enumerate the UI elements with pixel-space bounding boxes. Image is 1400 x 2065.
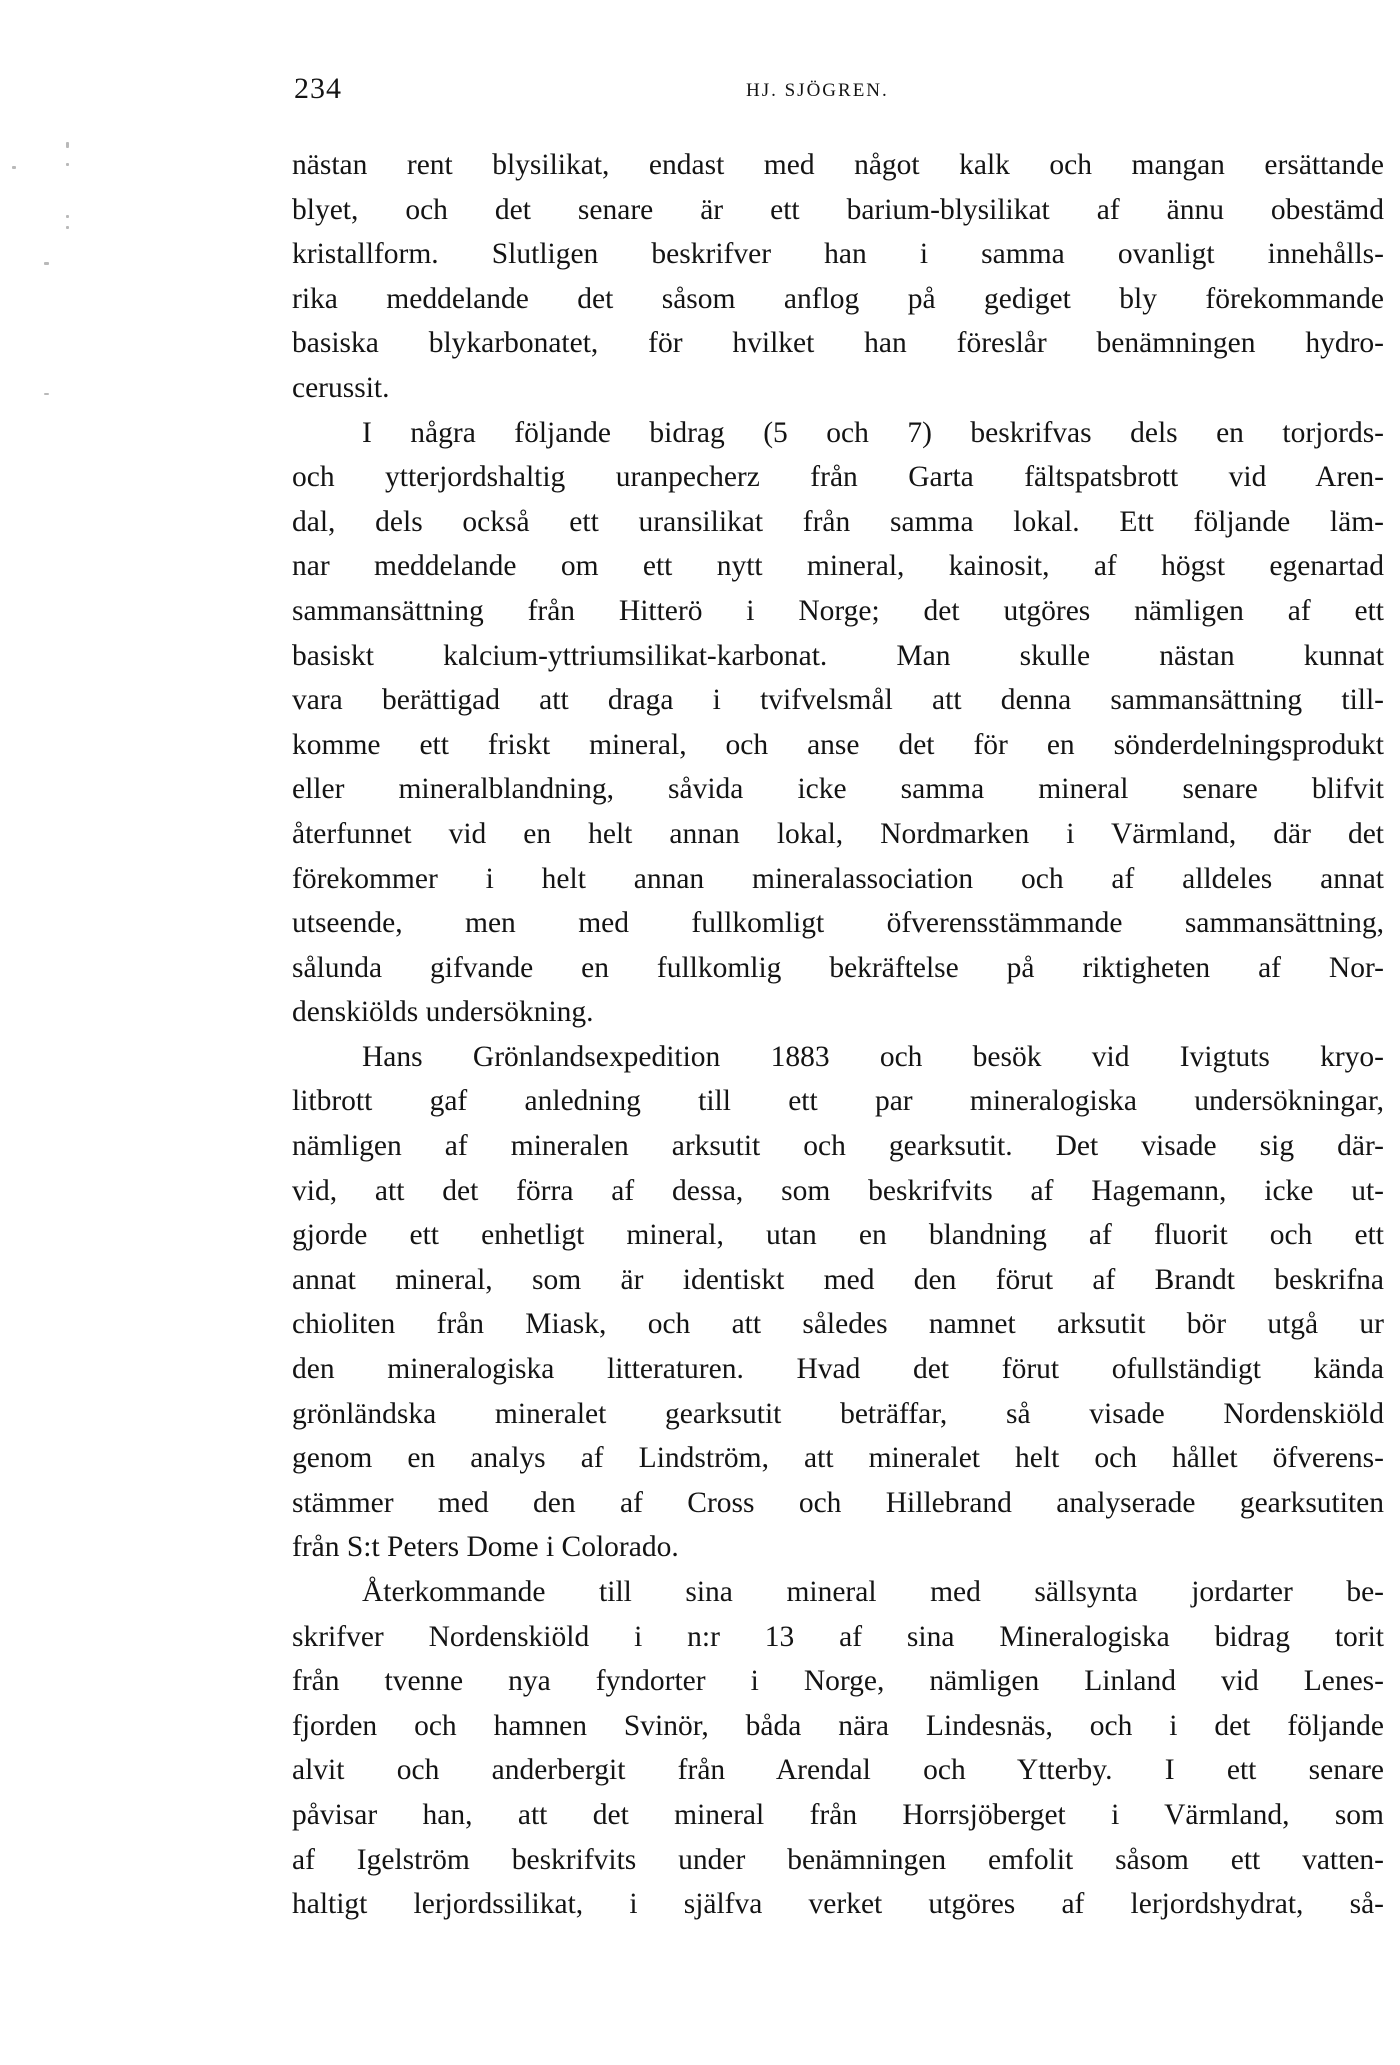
text-line: haltigt lerjordssilikat, i själfva verket utgöres af lerjordshydrat, så- bbox=[292, 1888, 1384, 1921]
text-line: gjorde ett enhetligt mineral, utan en blandning af fluorit och ett bbox=[292, 1219, 1384, 1252]
text-line: skrifver Nordenskiöld i n:r 13 af sina Mineralogiska bidrag torit bbox=[292, 1620, 1384, 1653]
text-line: från tvenne nya fyndorter i Norge, nämligen Linland vid Lenes- bbox=[292, 1665, 1384, 1698]
margin-speck bbox=[66, 142, 69, 148]
text-line: basiskt kalcium-yttriumsilikat-karbonat. Man skulle nästan kunnat bbox=[292, 639, 1384, 672]
text-line: Hans Grönlandsexpedition 1883 och besök vid Ivigtuts kryo- bbox=[362, 1040, 1384, 1073]
text-line: cerussit. bbox=[292, 371, 390, 404]
text-line: genom en analys af Lindström, att mineralet helt och hållet öfverens- bbox=[292, 1442, 1384, 1475]
text-line: af Igelström beskrifvits under benämningen emfolit såsom ett vatten- bbox=[292, 1843, 1384, 1876]
text-line: och ytterjordshaltig uranpecherz från Garta fältspatsbrott vid Aren- bbox=[292, 461, 1384, 494]
margin-speck bbox=[66, 226, 69, 229]
page-number: 234 bbox=[294, 72, 342, 105]
text-line: basiska blykarbonatet, för hvilket han föreslår benämningen hydro- bbox=[292, 327, 1384, 360]
text-line: vara berättigad att draga i tvifvelsmål att denna sammansättning till- bbox=[292, 684, 1384, 717]
margin-speck bbox=[44, 262, 49, 265]
text-line: påvisar han, att det mineral från Horrsjöberget i Värmland, som bbox=[292, 1798, 1384, 1831]
text-line: rika meddelande det såsom anflog på gediget bly förekommande bbox=[292, 282, 1384, 315]
text-line: utseende, men med fullkomligt öfverensstämmande sammansättning, bbox=[292, 907, 1384, 940]
text-line: Återkommande till sina mineral med sällsynta jordarter be- bbox=[362, 1576, 1384, 1608]
text-line: denskiölds undersökning. bbox=[292, 996, 594, 1029]
text-line: sammansättning från Hitterö i Norge; det utgöres nämligen af ett bbox=[292, 594, 1384, 627]
text-line: litbrott gaf anledning till ett par mineralogiska undersökningar, bbox=[292, 1085, 1384, 1118]
text-line: den mineralogiska litteraturen. Hvad det förut ofullständigt kända bbox=[292, 1353, 1384, 1386]
running-head: HJ. SJÖGREN. bbox=[746, 80, 889, 101]
text-line: sålunda gifvande en fullkomlig bekräftelse på riktigheten af Nor- bbox=[292, 951, 1384, 984]
text-line: komme ett friskt mineral, och anse det för en sönderdelningsprodukt bbox=[292, 728, 1384, 761]
margin-speck bbox=[66, 163, 69, 166]
text-line: vid, att det förra af dessa, som beskrifvits af Hagemann, icke ut- bbox=[292, 1174, 1384, 1207]
text-line: nämligen af mineralen arksutit och gearksutit. Det visade sig där- bbox=[292, 1130, 1384, 1163]
text-line: kristallform. Slutligen beskrifver han i samma ovanligt innehålls- bbox=[292, 238, 1384, 271]
text-line: annat mineral, som är identiskt med den förut af Brandt beskrifna bbox=[292, 1263, 1384, 1296]
text-line: nar meddelande om ett nytt mineral, kainosit, af högst egenartad bbox=[292, 550, 1384, 583]
text-line: förekommer i helt annan mineralassociation och af alldeles annat bbox=[292, 862, 1384, 895]
margin-specks bbox=[0, 0, 120, 2065]
text-line: alvit och anderbergit från Arendal och Ytterby. I ett senare bbox=[292, 1754, 1384, 1787]
text-line: fjorden och hamnen Svinör, båda nära Lindesnäs, och i det följande bbox=[292, 1709, 1384, 1742]
text-line: dal, dels också ett uransilikat från samma lokal. Ett följande läm- bbox=[292, 505, 1384, 538]
text-line: återfunnet vid en helt annan lokal, Nordmarken i Värmland, där det bbox=[292, 817, 1384, 850]
text-line: nästan rent blysilikat, endast med något kalk och mangan ersättande bbox=[292, 149, 1384, 181]
text-line: eller mineralblandning, såvida icke samma mineral senare blifvit bbox=[292, 773, 1384, 806]
margin-speck bbox=[44, 393, 49, 395]
text-line: grönländska mineralet gearksutit beträffar, så visade Nordenskiöld bbox=[292, 1397, 1384, 1430]
text-line: blyet, och det senare är ett barium-blysilikat af ännu obestämd bbox=[292, 193, 1384, 226]
text-line: I några följande bidrag (5 och 7) beskrifvas dels en torjords- bbox=[362, 416, 1384, 449]
text-line: chioliten från Miask, och att således namnet arksutit bör utgå ur bbox=[292, 1308, 1384, 1341]
margin-speck bbox=[12, 166, 16, 169]
text-line: från S:t Peters Dome i Colorado. bbox=[292, 1531, 679, 1564]
page-header bbox=[294, 72, 1384, 112]
margin-speck bbox=[66, 215, 69, 218]
text-line: stämmer med den af Cross och Hillebrand analyserade gearksutiten bbox=[292, 1486, 1384, 1519]
body-text bbox=[292, 143, 1384, 1927]
